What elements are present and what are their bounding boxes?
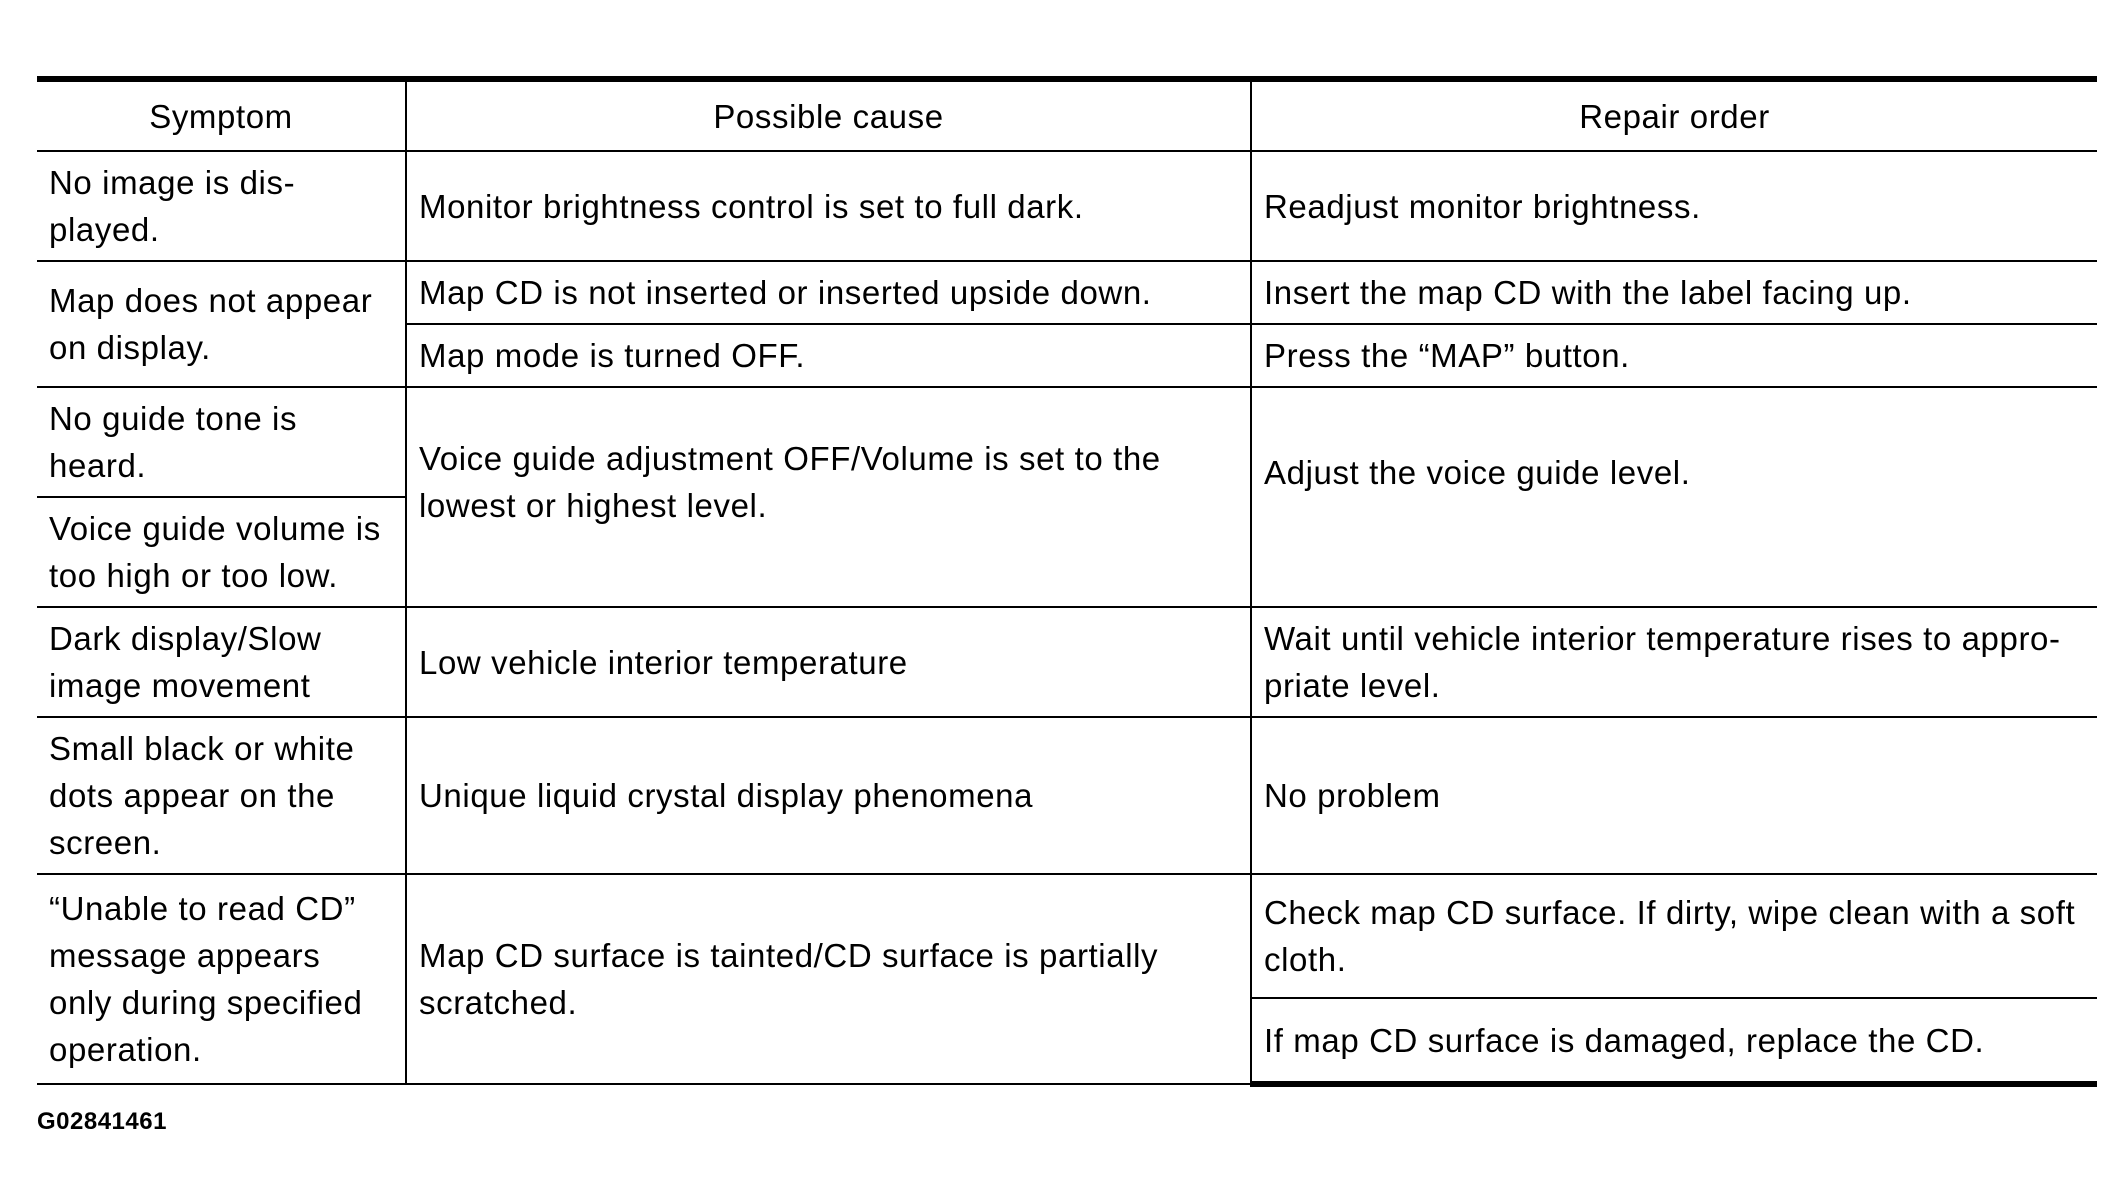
repair-cell: Readjust monitor brightness. (1251, 151, 2097, 261)
cause-cell: Map mode is turned OFF. (406, 324, 1251, 387)
symptom-cell: No image is dis- played. (37, 151, 406, 261)
table-row (37, 874, 2097, 998)
troubleshooting-table-container (37, 76, 2097, 1087)
cause-cell: Unique liquid crystal display phenomena (406, 717, 1251, 874)
repair-cell: Press the “MAP” button. (1251, 324, 2097, 387)
repair-cell: Adjust the voice guide level. (1251, 387, 2097, 607)
table-row (37, 387, 2097, 497)
table-row (37, 607, 2097, 717)
repair-cell: Insert the map CD with the label facing up. (1251, 261, 2097, 324)
symptom-cell: Small black or white dots appear on the screen. (37, 717, 406, 874)
table-row (37, 151, 2097, 261)
repair-cell: No problem (1251, 717, 2097, 874)
repair-cell: Check map CD surface. If dirty, wipe clean with a soft cloth. (1251, 874, 2097, 998)
cause-cell: Map CD surface is tainted/CD surface is partially scratched. (406, 874, 1251, 1084)
symptom-cell: Map does not appear on display. (37, 261, 406, 387)
symptom-cell: “Unable to read CD” message appears only during specified operation. (37, 874, 406, 1084)
cause-cell: Low vehicle interior temperature (406, 607, 1251, 717)
figure-id: G02841461 (37, 1108, 167, 1135)
cause-cell: Map CD is not inserted or inserted upside down. (406, 261, 1251, 324)
symptom-cell: No guide tone is heard. (37, 387, 406, 497)
header-repair-order: Repair order (1251, 79, 2097, 151)
header-symptom: Symptom (37, 79, 406, 151)
repair-cell: If map CD surface is damaged, replace the CD. (1251, 998, 2097, 1084)
symptom-cell: Dark display/Slow image movement (37, 607, 406, 717)
header-possible-cause: Possible cause (406, 79, 1251, 151)
troubleshooting-table (37, 76, 2097, 1087)
table-row (37, 717, 2097, 874)
repair-cell: Wait until vehicle interior temperature rises to appro- priate level. (1251, 607, 2097, 717)
table-row (37, 261, 2097, 324)
cause-cell: Monitor brightness control is set to full dark. (406, 151, 1251, 261)
table-header-row (37, 79, 2097, 151)
symptom-cell: Voice guide volume is too high or too low. (37, 497, 406, 607)
cause-cell: Voice guide adjustment OFF/Volume is set to the lowest or highest level. (406, 387, 1251, 607)
